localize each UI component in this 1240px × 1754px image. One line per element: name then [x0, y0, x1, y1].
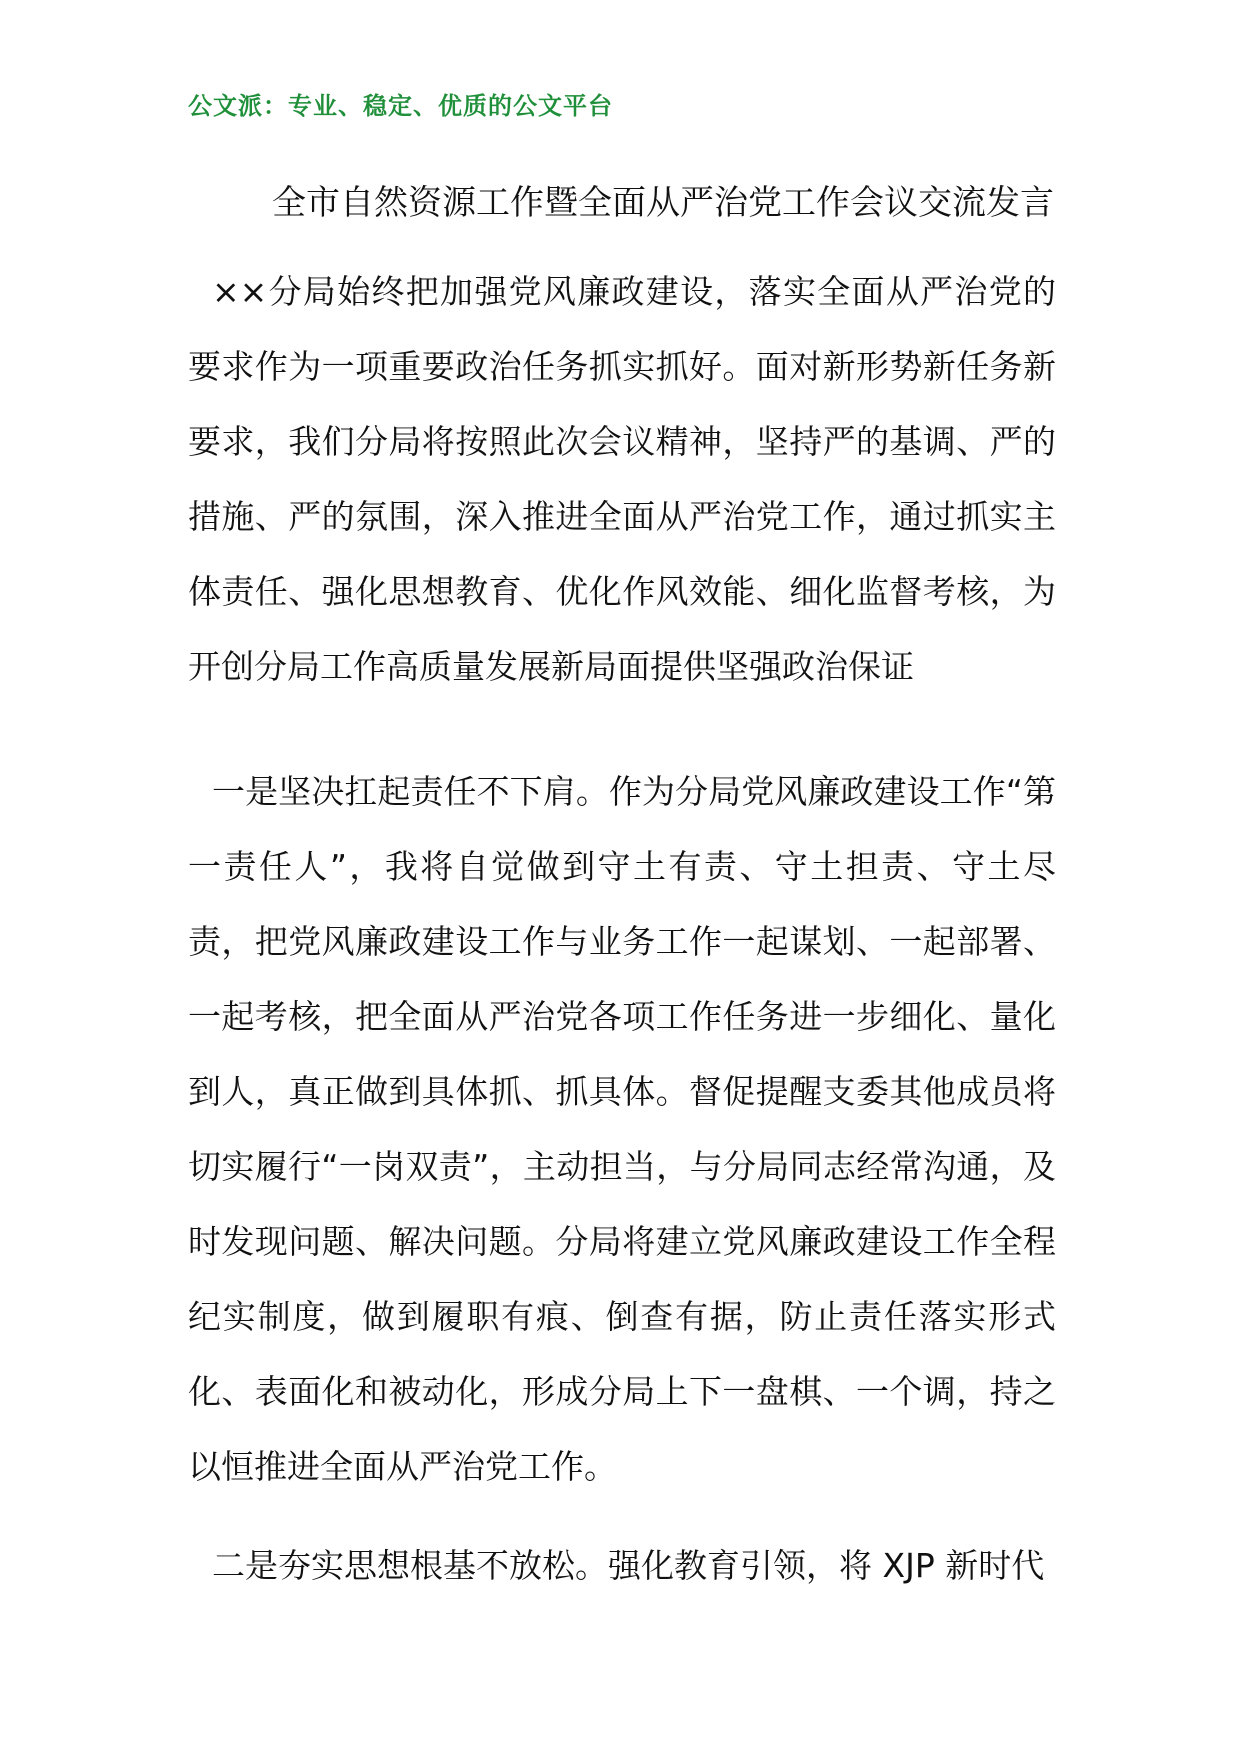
platform-header: 公文派：专业、稳定、优质的公文平台 — [188, 91, 613, 120]
document-title: 全市自然资源工作暨全面从严治党工作会议交流发言 — [272, 183, 1054, 223]
paragraph-intro: ××分局始终把加强党风廉政建设，落实全面从严治党的要求作为一项重要政治任务抓实抓好。面对新形势新任务新要求，我们分局将按照此次会议精神，坚持严的基调、严的措施、严的氛围，深入推进全面从严治党工作，通过抓实主体责任、强化思想教育、优化作风效能、细化监督考核，为开创分局工作高质量发展新局面提供坚强政治保证 — [188, 272, 1056, 686]
paragraph-responsibility: 一是坚决扛起责任不下肩。作为分局党风廉政建设工作“第一责任人”，我将自觉做到守土有责、守土担责、守土尽责，把党风廉政建设工作与业务工作一起谋划、一起部署、一起考核，把全面从严治党各项工作任务进一步细化、量化到人，真正做到具体抓、抓具体。督促提醒支委其他成员将切实履行“一岗双责”，主动担当，与分局同志经常沟通，及时发现问题、解决问题。分局将建立党风廉政建设工作全程纪实制度，做到履职有痕、倒查有据，防止责任落实形式化、表面化和被动化，形成分局上下一盘棋、一个调，持之以恒推进全面从严治党工作。 — [188, 772, 1056, 1486]
paragraph-ideology: 二是夯实思想根基不放松。强化教育引领，将 XJP 新时代 — [212, 1546, 1045, 1585]
